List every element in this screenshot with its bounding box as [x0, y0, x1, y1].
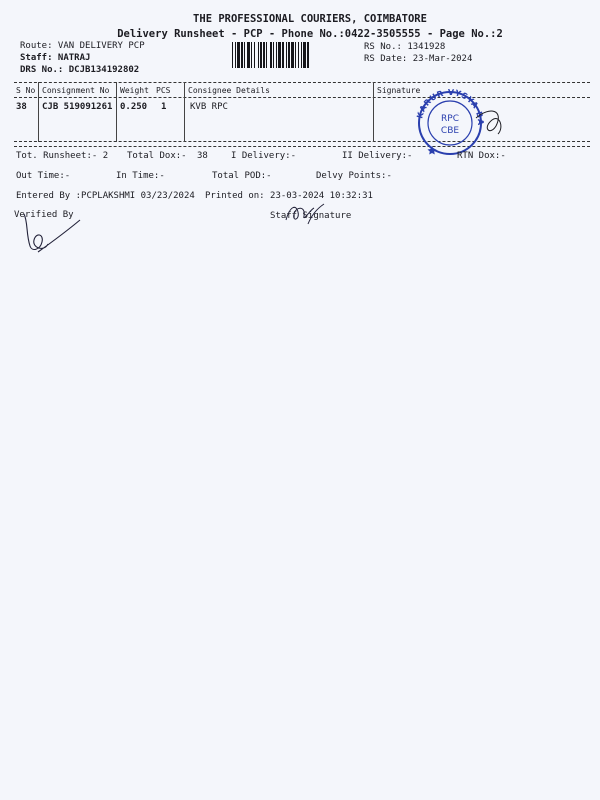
entered-by: Entered By :PCPLAKSHMI 03/23/2024: [16, 191, 195, 201]
staff-signature-label: Staff Signature: [270, 211, 352, 221]
col-header-consignee: Consignee Details: [188, 86, 270, 95]
column-divider: [184, 82, 185, 142]
column-divider: [38, 82, 39, 142]
total-pod: Total POD:-: [212, 171, 272, 181]
stamp-inner-top: RPC: [441, 114, 459, 124]
route-label: Route: VAN DELIVERY PCP: [20, 41, 145, 51]
row-sno: 38: [16, 102, 27, 112]
barcode-bar: [309, 42, 310, 68]
verified-signature-icon: [18, 212, 88, 258]
col-header-pcs: PCS: [156, 86, 171, 95]
drs-number: DRS No.: DCJB134192802: [20, 65, 140, 75]
i-delivery: I Delivery:-: [231, 151, 297, 161]
rs-date: RS Date: 23-Mar-2024: [364, 54, 473, 64]
staff-signature-icon: [282, 200, 328, 230]
column-divider: [116, 82, 117, 142]
printed-on: Printed on: 23-03-2024 10:32:31: [205, 191, 373, 201]
col-header-signature: Signature: [377, 86, 421, 95]
stamp-inner-bottom: CBE: [440, 126, 460, 136]
stamp-outer-text: KARUR VYSYA BA: [415, 88, 486, 126]
staff-label: Staff: NATRAJ: [20, 53, 91, 63]
rtn-dox: RTN Dox:-: [457, 151, 506, 161]
col-header-consignment: Consignment No: [42, 86, 110, 95]
col-header-weight: Weight: [120, 86, 149, 95]
total-dox-label: Total Dox:-: [127, 151, 187, 161]
runsheet-title: Delivery Runsheet - PCP - Phone No.:0422-3505555 - Page No.:2: [117, 28, 503, 40]
company-name: THE PROFESSIONAL COURIERS, COIMBATORE: [193, 13, 427, 25]
row-pcs: 1: [161, 102, 167, 112]
ii-delivery: II Delivery:-: [342, 151, 413, 161]
barcode: [232, 42, 356, 68]
total-dox-value: 38: [197, 151, 208, 161]
row-weight: 0.250: [120, 102, 148, 112]
row-consignment-no: CJB 519091261: [42, 102, 113, 112]
stamp-star-icon: [428, 146, 437, 155]
delvy-points: Delvy Points:-: [316, 171, 392, 181]
col-header-sno: S No: [16, 86, 36, 95]
tot-runsheet: Tot. Runsheet:- 2: [16, 151, 109, 161]
table-top-rule: [14, 82, 590, 83]
column-divider: [373, 82, 374, 142]
row-consignee: KVB RPC: [190, 102, 228, 112]
out-time: Out Time:-: [16, 171, 71, 181]
verified-by-label: Verified By: [14, 210, 74, 220]
in-time: In Time:-: [116, 171, 165, 181]
rs-number: RS No.: 1341928: [364, 42, 446, 52]
